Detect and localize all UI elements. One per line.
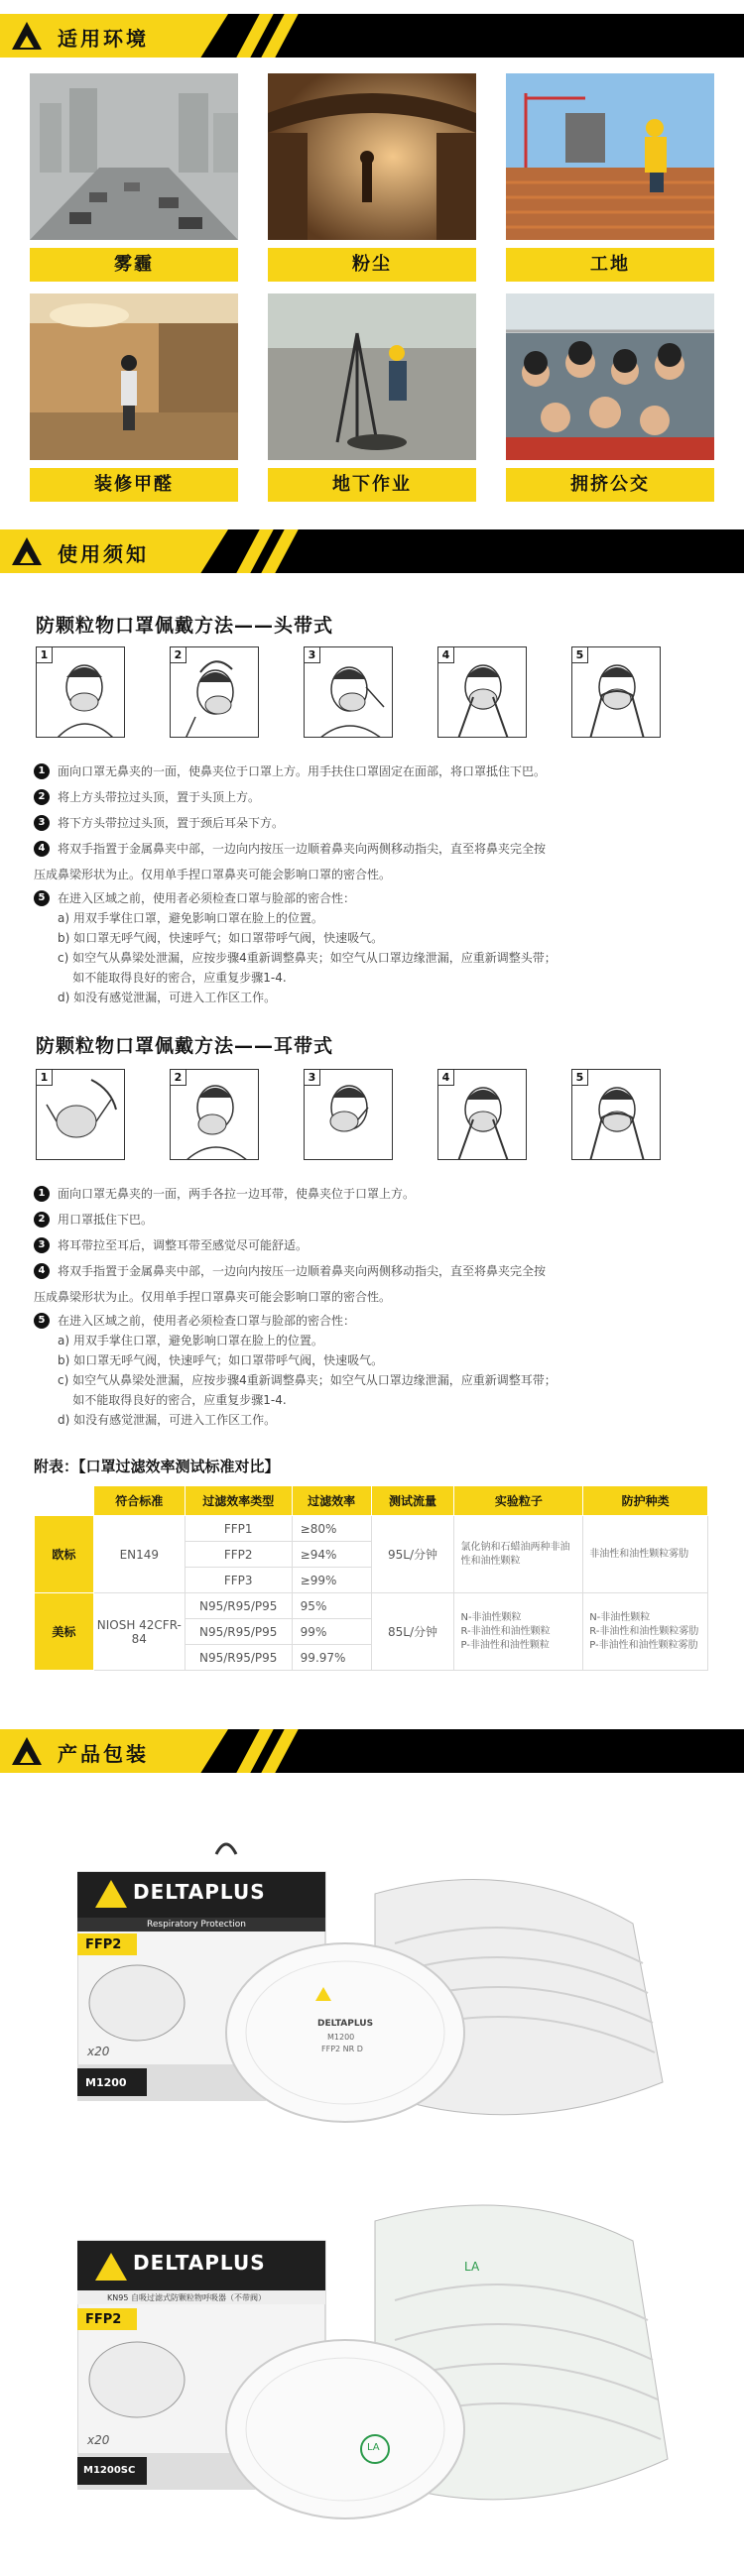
instruction-step: 5 在进入区域之前，使用者必须检查口罩与脸部的密合性： (34, 888, 688, 908)
step-illustration-1: 1 (36, 1069, 125, 1160)
filter-standard-table (34, 1485, 708, 1671)
grade-badge: FFP2 (85, 1937, 122, 1952)
instruction-step: 3 将下方头带拉过头顶，置于颈后耳朵下方。 (34, 813, 688, 833)
decoration-photo (30, 293, 238, 460)
step-illustration-2: 2 (170, 646, 259, 738)
earloop-instructions: 1 面向口罩无鼻夹的一面，两手各拉一边耳带，使鼻夹位于口罩上方。 2 用口罩抵住下巴。 3 将耳带拉至耳后，调整耳带至感觉尽可能舒适。 4 将双手指置于金属鼻夹中部，一边向内按压一边顺着鼻夹向两侧移动指尖，直至将鼻夹完全按 压成鼻梁形状为止。仅用单手捏口罩鼻夹可能会影响口罩的密合性。 5 在进入区域之前，使用者必须检查口罩与脸部的密合性： a) 用双手掌住口罩，避免影响口罩在脸上的位置。 b) 如口罩无呼气阀，快速呼气；如口罩带呼气阀，快速吸气。 c) 如空气从鼻梁处泄漏，应按步骤4重新调整鼻夹；如空气从口罩边缘泄漏，应重新调整耳带； 如不能取得良好的密合，应重复步骤1-4. d) 如没有感觉泄漏，可进入工作区工作。 (34, 1184, 688, 1430)
product-package-2 (77, 2181, 673, 2548)
step-illustration-3: 3 (304, 1069, 393, 1160)
env-haze (30, 73, 238, 282)
table-row: FFP2 ≥94% (35, 1542, 708, 1568)
section-header-env (0, 14, 744, 58)
product-package-1 (77, 1834, 673, 2162)
section-header-notes (0, 529, 744, 573)
instruction-step: 3 将耳带拉至耳后，调整耳带至感觉尽可能舒适。 (34, 1235, 688, 1255)
table-title: 附表：【口罩过滤效率测试标准对比】 (34, 1458, 280, 1475)
haze-photo (30, 73, 238, 240)
headstrap-steps-illustrations (36, 646, 681, 738)
underground-photo (268, 293, 476, 460)
instruction-step: 4 将双手指置于金属鼻夹中部，一边向内按压一边顺着鼻夹向两侧移动指尖，直至将鼻夹完全按 (34, 839, 688, 859)
instruction-step: 2 将上方头带拉过头顶，置于头顶上方。 (34, 787, 688, 807)
table-row: N95/R95/P95 99.97% (35, 1645, 708, 1671)
step-illustration-2: 2 (170, 1069, 259, 1160)
instruction-step: 1 面向口罩无鼻夹的一面，使鼻夹位于口罩上方。用手扶住口罩固定在面部，将口罩抵住下巴。 (34, 761, 688, 781)
env-dust (268, 73, 476, 282)
box-subtitle: KN95 自吸过滤式防颗粒物呼吸器（不带阀） (107, 2293, 266, 2302)
env-decoration (30, 293, 238, 502)
env-label-decoration: 装修甲醛 (30, 468, 238, 502)
earloop-steps-illustrations (36, 1069, 681, 1160)
mask-model: M1200 (327, 2033, 355, 2042)
section-title: 使用须知 (58, 542, 149, 566)
box-model: M1200 (85, 2076, 127, 2089)
construction-photo (506, 73, 714, 240)
instruction-step: 4 将双手指置于金属鼻夹中部，一边向内按压一边顺着鼻夹向两侧移动指尖，直至将鼻夹完全按 (34, 1261, 688, 1281)
section-title: 产品包装 (58, 1742, 149, 1766)
box-model: M1200SC (83, 2465, 136, 2476)
brand-logo: DELTAPLUS (133, 2251, 266, 2275)
method-title-earloop: 防颗粒物口罩佩戴方法——耳带式 (36, 1035, 334, 1057)
env-label-construction: 工地 (506, 248, 714, 282)
table-row: 美标 NIOSH 42CFR-84 N95/R95/P95 95% 85L/分钟 N-非油性颗粒 R-非油性和油性颗粒 P-非油性和油性颗粒 N-非油性颗粒 R-非油性和油性颗粒雾肋 P-非油性和油性颗粒雾肋 (35, 1593, 708, 1619)
section-header-package (0, 1729, 744, 1773)
mask-grade: LA (367, 2442, 380, 2453)
grade-badge: FFP2 (85, 2312, 122, 2327)
svg-text:LA: LA (464, 2260, 480, 2274)
box-count: x20 (87, 2433, 110, 2447)
table-row: N95/R95/P95 99% (35, 1619, 708, 1645)
step-illustration-5: 5 (571, 646, 661, 738)
mask-brand: DELTAPLUS (317, 2019, 374, 2029)
step-illustration-1: 1 (36, 646, 125, 738)
table-row: FFP3 ≥99% (35, 1568, 708, 1593)
mask-grade: FFP2 NR D (321, 2045, 363, 2053)
env-label-bus: 拥挤公交 (506, 468, 714, 502)
table-header-row: 符合标准 过滤效率类型 过滤效率 测试流量 实验粒子 防护种类 (35, 1486, 708, 1516)
instruction-step: 1 面向口罩无鼻夹的一面，两手各拉一边耳带，使鼻夹位于口罩上方。 (34, 1184, 688, 1204)
env-construction (506, 73, 714, 282)
instruction-step: 5 在进入区域之前，使用者必须检查口罩与脸部的密合性： (34, 1311, 688, 1331)
env-bus (506, 293, 714, 502)
env-label-dust: 粉尘 (268, 248, 476, 282)
headstrap-instructions: 1 面向口罩无鼻夹的一面，使鼻夹位于口罩上方。用手扶住口罩固定在面部，将口罩抵住下巴。 2 将上方头带拉过头顶，置于头顶上方。 3 将下方头带拉过头顶，置于颈后耳朵下方。 4 将双手指置于金属鼻夹中部，一边向内按压一边顺着鼻夹向两侧移动指尖，直至将鼻夹完全按 压成鼻梁形状为止。仅用单手捏口罩鼻夹可能会影响口罩的密合性。 5 在进入区域之前，使用者必须检查口罩与脸部的密合性： a) 用双手掌住口罩，避免影响口罩在脸上的位置。 b) 如口罩无呼气阀，快速呼气；如口罩带呼气阀，快速吸气。 c) 如空气从鼻梁处泄漏，应按步骤4重新调整鼻夹；如空气从口罩边缘泄漏，应重新调整头带； 如不能取得良好的密合，应重复步骤1-4. d) 如没有感觉泄漏，可进入工作区工作。 (34, 761, 688, 1007)
crowded-bus-photo (506, 293, 714, 460)
instruction-step: 2 用口罩抵住下巴。 (34, 1210, 688, 1229)
step-illustration-4: 4 (437, 646, 527, 738)
step-illustration-5: 5 (571, 1069, 661, 1160)
method-title-headstrap: 防颗粒物口罩佩戴方法——头带式 (36, 615, 334, 637)
env-label-underground: 地下作业 (268, 468, 476, 502)
box-count: x20 (87, 2045, 110, 2058)
env-underground (268, 293, 476, 502)
brand-logo: DELTAPLUS (133, 1880, 266, 1904)
box-subtitle: Respiratory Protection (147, 1920, 246, 1930)
step-illustration-4: 4 (437, 1069, 527, 1160)
env-label-haze: 雾霾 (30, 248, 238, 282)
step-illustration-3: 3 (304, 646, 393, 738)
dust-photo (268, 73, 476, 240)
table-row: 欧标 EN149 FFP1 ≥80% 95L/分钟 氯化钠和石蜡油两种非油性和油性颗粒 非油性和油性颗粒雾肋 (35, 1516, 708, 1542)
section-title: 适用环境 (58, 27, 149, 51)
